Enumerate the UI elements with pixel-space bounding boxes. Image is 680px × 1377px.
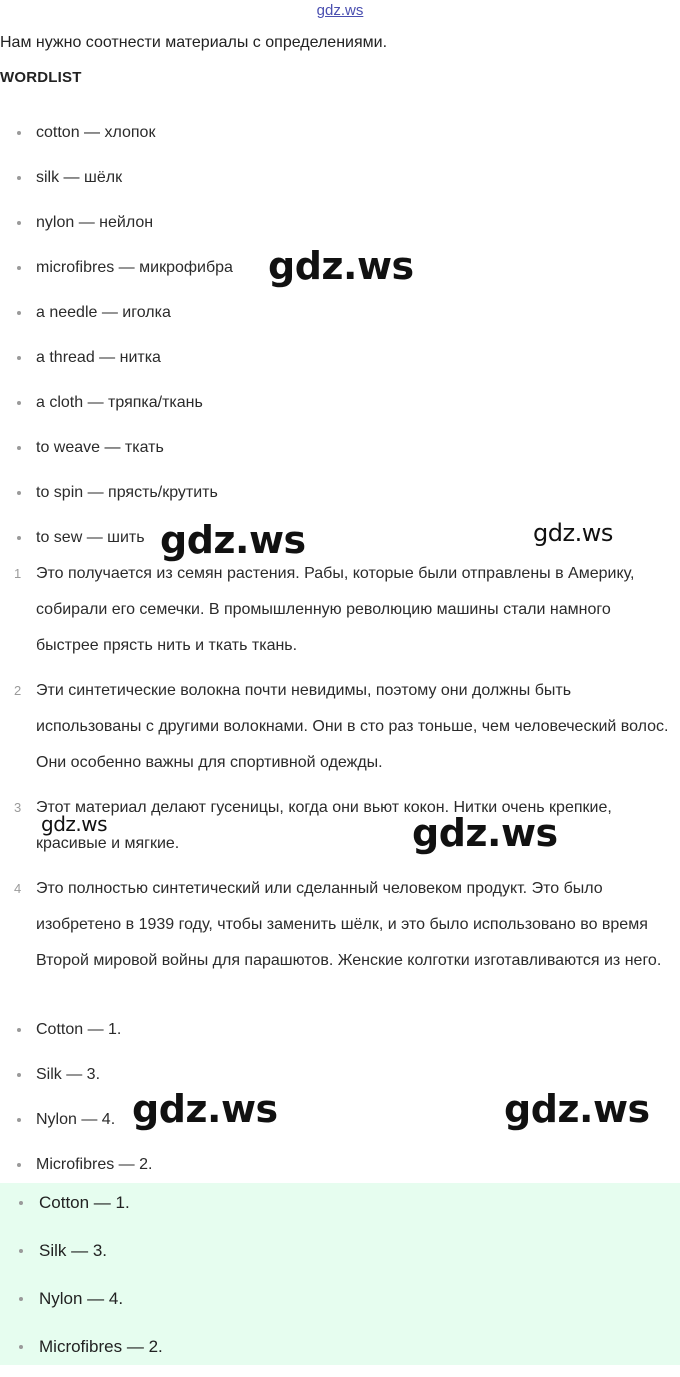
answer-item: Cotton — 1. [0,1185,680,1233]
bullet-icon [17,1163,21,1167]
bullet-icon [17,536,21,540]
bullet-icon [19,1345,23,1349]
answer-item: Nylon — 4. [0,1281,680,1329]
list-item: to spin — прясть/крутить [0,475,680,520]
definition-text: Этот материал делают гусеницы, когда они вьют кокон. Нитки очень крепкие, красивые и мягкие. [36,799,612,852]
list-item: microfibres — микрофибра [0,250,680,295]
list-item: a needle — иголка [0,295,680,340]
intro-text: Нам нужно соотнести материалы с определениями. [0,34,388,51]
answer-item: Microfibres — 2. [0,1329,680,1377]
bullet-icon [17,401,21,405]
answer-item: Cotton — 1. [0,1012,680,1057]
definitions-list [0,556,680,988]
definition-item [0,556,680,664]
bullet-icon [17,446,21,450]
list-item: to sew — шить [0,520,680,565]
answer-item: Silk — 3. [0,1057,680,1102]
watermark: gdz.ws [268,244,414,288]
watermark: gdz.ws [132,1087,278,1131]
answer-item: Silk — 3. [0,1233,680,1281]
watermark: gdz.ws [412,811,558,855]
list-item: silk — шёлк [0,160,680,205]
item-number: 4 [14,881,22,896]
bullet-icon [17,1028,21,1032]
definition-text: Эти синтетические волокна почти невидимы, поэтому они должны быть использованы с другими волокнами. Они в сто раз тоньше, чем человеческий волос. Они особенно важны для спортивной одежды. [36,682,669,771]
wordlist-heading: WORDLIST [0,69,82,86]
highlighted-answers [0,1183,680,1365]
item-number: 1 [14,566,22,581]
definition-text: Это полностью синтетический или сделанный человеком продукт. Это было изобретено в 1939 году, чтобы заменить шёлк, и это было использовано во время Второй мировой войны для парашютов. Женские колготки изготавливаются из него. [36,880,662,969]
watermark: gdz.ws [533,519,613,547]
bullet-icon [17,266,21,270]
bullet-icon [17,221,21,225]
wordlist [0,115,680,565]
bullet-icon [17,1073,21,1077]
bullet-icon [17,491,21,495]
definition-text: Это получается из семян растения. Рабы, которые были отправлены в Америку, собирали его семечки. В промышленную революцию машины стали намного быстрее прясть нить и ткать ткань. [36,565,635,654]
answer-item: Nylon — 4. [0,1102,680,1147]
bullet-icon [17,131,21,135]
list-item: to weave — ткать [0,430,680,475]
list-item: a cloth — тряпка/ткань [0,385,680,430]
list-item: nylon — нейлон [0,205,680,250]
definition-item [0,673,680,781]
watermark: gdz.ws [504,1087,650,1131]
item-number: 3 [14,800,22,815]
watermark: gdz.ws [41,812,108,836]
highlighted-answers-list [0,1185,680,1377]
bullet-icon [19,1249,23,1253]
bullet-icon [19,1201,23,1205]
definition-item [0,871,680,979]
list-item: cotton — хлопок [0,115,680,160]
answer-item: Microfibres — 2. [0,1147,680,1192]
bullet-icon [17,311,21,315]
bullet-icon [17,176,21,180]
item-number: 2 [14,683,22,698]
bullet-icon [17,356,21,360]
list-item: a thread — нитка [0,340,680,385]
bullet-icon [17,1118,21,1122]
site-link[interactable]: gdz.ws [316,2,364,19]
watermark: gdz.ws [160,518,306,562]
bullet-icon [19,1297,23,1301]
